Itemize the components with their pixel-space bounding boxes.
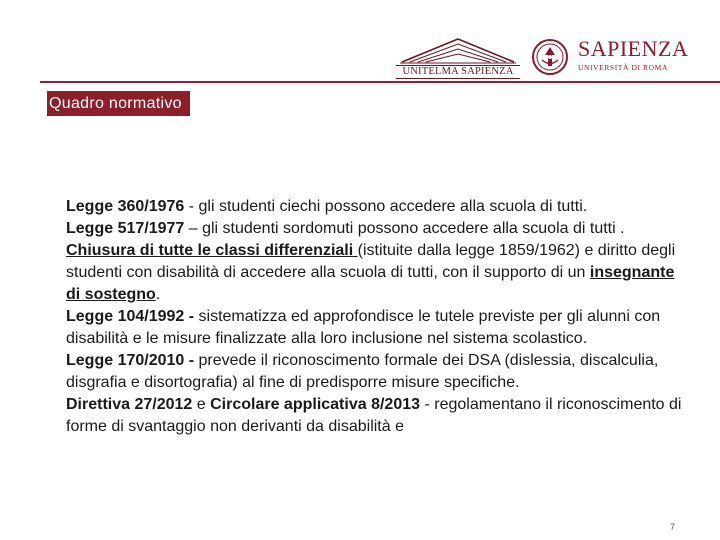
body-paragraph: [66, 240, 686, 306]
slide-title: Quadro normativo: [47, 91, 190, 116]
text-run: - regolamentano il riconoscimento di forme di svantaggio non derivanti da disabilità e: [66, 396, 682, 435]
bold-text-run: insegnante di sostegno: [66, 264, 675, 303]
bold-text-run: Circolare applicativa 8/2013: [210, 396, 421, 413]
bold-text-run: Legge 170/2010 -: [66, 352, 195, 369]
sapienza-wordmark: [578, 38, 698, 74]
bold-text-run: Legge 104/1992 -: [66, 308, 195, 325]
slide-header: [0, 0, 720, 90]
text-run: sistematizza ed approfondisce le tutele previste per gli alunni con disabilità e le misure finalizzate alla loro inclusione nel sistema scolastico.: [66, 308, 661, 347]
text-run: – gli studenti sordomuti possono accedere alla scuola di tutti .: [184, 220, 625, 237]
unitelma-logo: [396, 36, 520, 80]
body-paragraph: [66, 394, 686, 438]
bold-text-run: Direttiva 27/2012: [66, 396, 193, 413]
text-run: (istituite dalla legge 1859/1962) e diritto degli studenti con disabilità di accedere alla scuola di tutti, con il supporto di un: [66, 242, 676, 281]
bold-text-run: Legge 517/1977: [66, 220, 185, 237]
body-paragraph: [66, 350, 686, 394]
text-run: .: [155, 286, 161, 303]
slide-body: [66, 196, 686, 438]
sapienza-seal-icon: [531, 36, 569, 78]
text-run: - gli studenti ciechi possono accedere alla scuola di tutti.: [184, 198, 588, 215]
text-run: e: [192, 396, 211, 413]
temple-roof-icon: [396, 36, 520, 66]
page-number: 7: [670, 522, 676, 532]
unitelma-logo-text: UNITELMA SAPIENZA: [396, 65, 520, 79]
header-divider: [40, 81, 720, 83]
body-paragraph: [66, 218, 686, 240]
body-paragraph: [66, 196, 686, 218]
body-paragraph: [66, 306, 686, 350]
text-run: prevede il riconoscimento formale dei DSA (dislessia, discalculia, disgrafia e disortografia) al fine di predisporre misure specifiche.: [66, 352, 659, 391]
sapienza-name: SAPIENZA: [578, 36, 689, 61]
bold-text-run: Chiusura di tutte le classi differenziali: [66, 242, 358, 259]
bold-text-run: Legge 360/1976: [66, 198, 185, 215]
sapienza-subtitle: UNIVERSITÀ DI ROMA: [578, 63, 668, 72]
